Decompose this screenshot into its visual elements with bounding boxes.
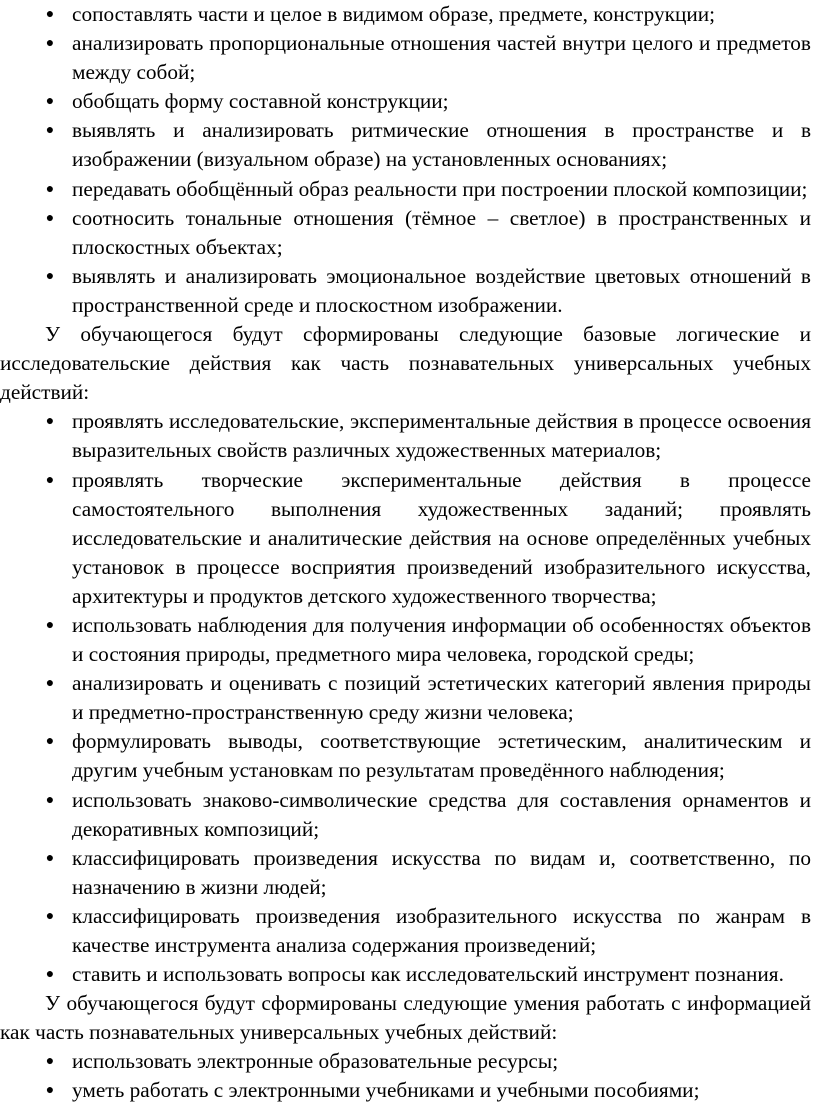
bullet-icon: ● <box>45 1054 55 1070</box>
bullet-icon: ● <box>45 734 55 750</box>
bullet-icon: ● <box>45 850 55 866</box>
list-item: ● использовать электронные образовательные ресурсы; <box>0 1047 816 1076</box>
bullet-icon: ● <box>45 7 55 22</box>
list-item: ● классифицировать произведения искусства по видам и, соответственно, по назначению в жизни людей; <box>0 844 816 902</box>
list-item: ● классифицировать произведения изобразительного искусства по жанрам в качестве инструмента анализа содержания произведений; <box>0 902 816 960</box>
list-item: ● ставить и использовать вопросы как исследовательский инструмент познания. <box>0 960 816 989</box>
list-item: ● проявлять творческие экспериментальные действия в процессе самостоятельного выполнения художественных заданий; проявлять исследовательские и аналитические действия на основе определённых учебных установок в процессе восприятия произведений изобразительного искусства, архитектуры и продуктов детского художественного творчества; <box>0 466 816 611</box>
bullet-icon: ● <box>45 94 55 110</box>
list-item: ● выявлять и анализировать ритмические отношения в пространстве и в изображении (визуальном образе) на установленных основаниях; <box>0 116 816 174</box>
list-item: ● обобщать форму составной конструкции; <box>0 87 816 116</box>
bullet-icon: ● <box>45 36 55 52</box>
list-item: ● уметь работать с электронными учебниками и учебными пособиями; <box>0 1076 816 1105</box>
list-item: ● формулировать выводы, соответствующие эстетическим, аналитическим и другим учебным установкам по результатам проведённого наблюдения; <box>0 727 816 785</box>
bullet-icon: ● <box>45 1083 55 1099</box>
list-item: ● соотносить тональные отношения (тёмное – светлое) в пространственных и плоскостных объектах; <box>0 204 816 262</box>
bullet-list-visual-analysis <box>0 0 816 320</box>
list-item: ● выявлять и анализировать эмоциональное воздействие цветовых отношений в пространственной среде и плоскостном изображении. <box>0 262 816 320</box>
bullet-icon: ● <box>45 472 55 488</box>
list-item: ● анализировать и оценивать с позиций эстетических категорий явления природы и предметно-пространственную среду жизни человека; <box>0 669 816 727</box>
bullet-list-information-skills <box>0 1047 816 1105</box>
list-item: ● использовать наблюдения для получения информации об особенностях объектов и состояния природы, предметного мира человека, городской среды; <box>0 611 816 669</box>
bullet-icon: ● <box>45 414 55 430</box>
bullet-icon: ● <box>45 123 55 139</box>
bullet-icon: ● <box>45 908 55 924</box>
list-item: ● анализировать пропорциональные отношения частей внутри целого и предметов между собой; <box>0 29 816 87</box>
list-item: ● проявлять исследовательские, экспериментальные действия в процессе освоения выразительных свойств различных художественных материалов; <box>0 407 816 465</box>
list-item: ● использовать знаково-символические средства для составления орнаментов и декоративных композиций; <box>0 786 816 844</box>
bullet-icon: ● <box>45 676 55 692</box>
bullet-icon: ● <box>45 268 55 284</box>
paragraph-logical-actions: У обучающегося будут сформированы следующие базовые логические и исследовательские действия как часть познавательных универсальных учебных действий: <box>0 322 811 405</box>
bullet-icon: ● <box>45 967 55 983</box>
bullet-icon: ● <box>45 210 55 226</box>
list-item: ● передавать обобщённый образ реальности при построении плоской композиции; <box>0 175 816 204</box>
bullet-icon: ● <box>45 792 55 808</box>
bullet-icon: ● <box>45 181 55 197</box>
bullet-list-research-actions <box>0 407 816 989</box>
list-item: ● сопоставлять части и целое в видимом образе, предмете, конструкции; <box>0 0 816 29</box>
bullet-icon: ● <box>45 617 55 633</box>
paragraph-information-skills: У обучающегося будут сформированы следующие умения работать с информацией как часть познавательных универсальных учебных действий: <box>0 991 811 1045</box>
